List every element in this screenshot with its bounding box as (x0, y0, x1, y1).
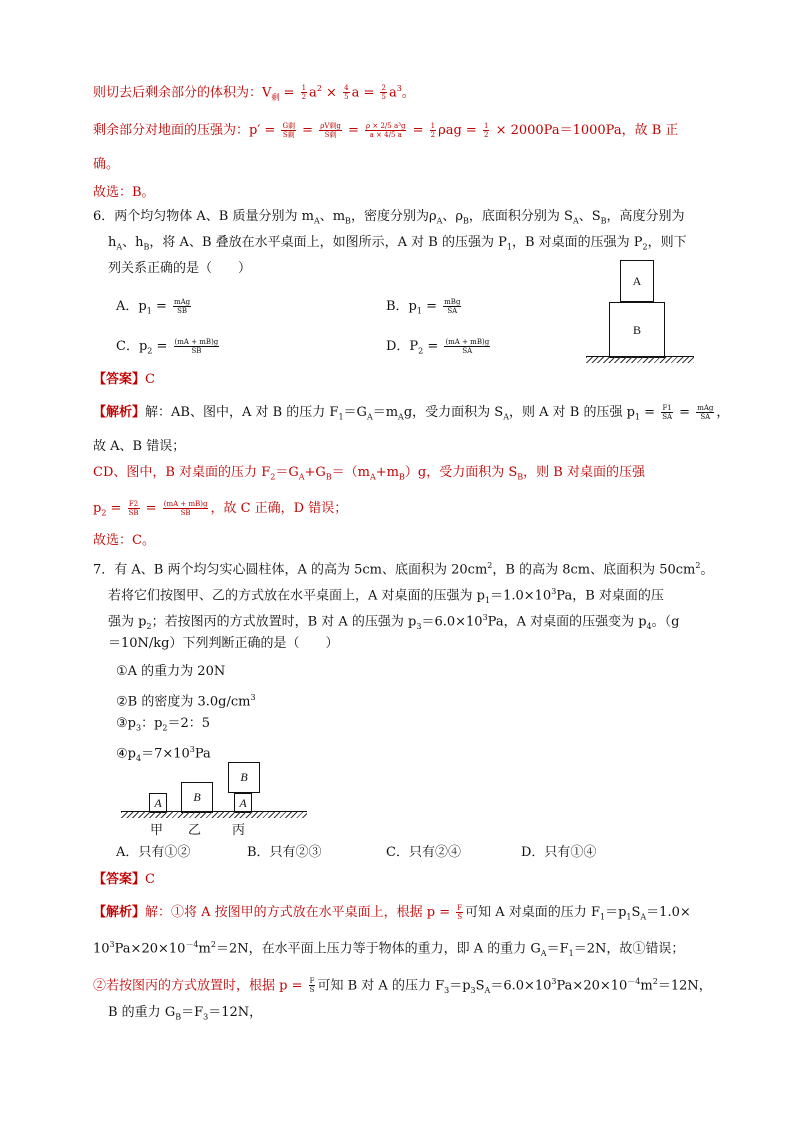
sub: A (640, 912, 647, 922)
num: 1 (483, 122, 489, 130)
q7-statement-1: ①A 的重力为 20N (116, 664, 226, 679)
den: S (457, 913, 463, 921)
sub: A (572, 216, 579, 226)
text: 。 (401, 85, 415, 101)
line-choose-b: 故选：B。 (93, 185, 155, 200)
answer-label: 【答案】 (93, 872, 146, 887)
text: ＝7×10 (141, 746, 190, 762)
den: S剩 (282, 131, 295, 139)
q6-explain-3 (93, 464, 645, 486)
text: 若将它们按图甲、乙的方式放在水平桌面上，A 对桌面的压强为 p (108, 588, 485, 604)
text: 可知 B 对 A 的压力 F (317, 978, 445, 994)
text: +m (375, 465, 399, 480)
q6-explain-4: $p_2$ = $\frac{F2}{SB}$ = $\frac{(mA + mB)g}{SB}$ ，故 C 正确，D 错误； (93, 500, 348, 518)
figure7-bing-b: B (228, 762, 260, 793)
fraction (380, 84, 386, 101)
sub: 2 (101, 508, 107, 518)
text: ，高度分别为 (606, 209, 685, 224)
text: D．P (386, 339, 419, 354)
fraction (174, 338, 220, 355)
den: 5 (381, 93, 386, 102)
fraction (456, 904, 463, 921)
line-correct: 确。 (93, 157, 120, 172)
sub: B (143, 242, 150, 252)
figure7-label-bing: 丙 (232, 823, 246, 838)
text: Pa (194, 746, 211, 762)
q6-line1 (93, 208, 685, 230)
sub: A (484, 985, 491, 995)
sup: 3 (396, 84, 402, 93)
sub: A (116, 242, 123, 252)
text: A．p (116, 299, 147, 314)
text: 6．两个均匀物体 A、B 质量分别为 m (93, 209, 314, 224)
sub: 1 (626, 912, 632, 922)
num: F1 (662, 404, 672, 412)
sup: 2 (695, 561, 701, 570)
fraction (696, 404, 714, 421)
figure7-yi-b: B (181, 782, 213, 813)
figure6-box-b: B (609, 302, 665, 358)
text: ，故 C 正确，D 错误； (210, 501, 348, 516)
q7-explain-1 (93, 904, 691, 926)
q6-explain-1: 【解析】解：AB、图中，A 对 B 的压力 $F_1=G_A=m_Ag$，受力面积为 $S_A$，则 A 对 B 的压强 $p_1$ = $\frac{F1}{SA}$ = $\frac{\text{mAg}}{SA}$ ， (93, 404, 730, 422)
sup: 3 (189, 745, 195, 754)
text: ，则 A 对 B 的压强 p (508, 405, 635, 420)
sub: 2 (162, 723, 168, 733)
sub: A (369, 472, 376, 482)
text: 。 (700, 562, 714, 578)
num: F (309, 977, 315, 986)
sub: 3 (203, 1012, 209, 1022)
num: 4 (344, 84, 349, 93)
figure7-jia-a: A (149, 793, 167, 813)
fraction (483, 122, 489, 139)
sup: －4 (627, 977, 641, 986)
q7-option-d: D．只有①④ (521, 845, 597, 860)
text: g，受力面积为 S (403, 405, 504, 420)
text: 强为 p (108, 614, 147, 630)
num: ρV剩g (320, 122, 341, 130)
q7-statement-2 (116, 689, 256, 710)
num: G剩 (282, 122, 296, 130)
q7-option-c: C．只有②④ (386, 845, 461, 860)
figure6-ground (586, 356, 694, 363)
sub: B (399, 472, 405, 482)
den: SB (191, 347, 202, 355)
sub: 1 (484, 595, 491, 605)
text: ，B 对桌面的压强为 P (511, 235, 643, 250)
num: 1 (301, 84, 307, 93)
text: ，底面积分别为 S (468, 209, 573, 224)
sub: 2 (270, 472, 276, 482)
text: ，B 的高为 8cm、底面积为 50cm (492, 562, 696, 578)
text: × 2000Pa＝1000Pa，故 B 正 (495, 123, 679, 138)
text: 。（g (651, 614, 680, 630)
figure6-box-a: A (620, 260, 654, 302)
text: Pa×20×10 (114, 941, 186, 957)
num: 2 (381, 84, 386, 93)
text: ＝F (546, 941, 569, 957)
figure7-label-jia: 甲 (150, 823, 164, 838)
sup: 2 (652, 977, 658, 986)
text: h (108, 235, 117, 250)
q7-statement-3 (116, 715, 210, 737)
den: a × 4/5 a (369, 131, 402, 139)
num: (mA + mB)g (174, 338, 219, 346)
sub: B (517, 472, 524, 482)
sub: A (313, 216, 320, 226)
text: a = (351, 85, 375, 101)
text: ③p (116, 716, 136, 731)
den: SA (462, 347, 473, 355)
text: ＝G (343, 405, 367, 420)
text: ＝m (372, 405, 399, 420)
num: mAg (697, 404, 714, 412)
figure7-label-yi: 乙 (188, 823, 202, 838)
answer-value: C (145, 872, 155, 887)
answer-value: C (145, 372, 155, 387)
sub: 1 (416, 306, 422, 316)
sub: 1 (599, 912, 606, 922)
num: (mA + mB)g (445, 338, 490, 346)
sub: 1 (568, 948, 574, 958)
sub: 2 (146, 621, 152, 631)
sub: 1 (338, 412, 344, 422)
text: ；若按图丙的方式放置时，B 对 A 的压强为 p (151, 614, 417, 630)
fraction (443, 298, 461, 315)
text: ④p (116, 746, 136, 762)
fraction (173, 298, 191, 315)
answer-label: 【答案】 (93, 372, 146, 387)
q6-option-d: D．$P_2$ = $\frac{(mA + mB)g}{SA}$ (386, 338, 490, 356)
fraction (444, 338, 490, 355)
text: Pa，B 对桌面的压 (556, 588, 664, 604)
q6-explain-2: 故 A、B 错误； (93, 439, 186, 454)
q7-line2 (108, 583, 664, 609)
text: ，将 A、B 叠放在水平桌面上，如图所示，A 对 B 的压强为 P (149, 235, 507, 250)
num: F2 (128, 500, 139, 508)
text: p (93, 501, 102, 516)
q7-option-b: B．只有②③ (247, 845, 322, 860)
text: ＝6.0×10 (490, 978, 552, 994)
num: 1 (430, 122, 436, 130)
sub: A (398, 412, 404, 422)
sub: 3 (416, 621, 422, 631)
sub: 3 (135, 723, 142, 733)
fraction (128, 500, 140, 517)
q7-line1 (93, 557, 713, 578)
text: ＝G (275, 465, 299, 480)
text: 、ρ (442, 209, 464, 224)
text: 则切去后剩余部分的体积为：V (93, 85, 272, 101)
den: 5 (344, 93, 349, 102)
figure7-ground (121, 811, 307, 818)
text: ＝1.0×10 (490, 588, 552, 604)
sub: 剩 (271, 92, 280, 102)
text: ρag = (438, 123, 477, 138)
text: +G (304, 465, 326, 480)
sub: B (600, 216, 607, 226)
den: SB (128, 509, 139, 517)
q6-answer (93, 371, 155, 388)
num: ρ × 2/5 a³g (366, 122, 406, 130)
q7-answer (93, 871, 155, 888)
den: SB (177, 307, 188, 315)
text: ＝12N， (657, 978, 712, 994)
q7-explain-3 (93, 973, 712, 999)
sup: 3 (109, 940, 115, 949)
sub: 3 (470, 985, 476, 995)
q7-explain-4 (108, 1004, 262, 1026)
text: 、S (578, 209, 601, 224)
sub: A (366, 412, 373, 422)
text: ，则下 (647, 235, 687, 250)
sub: 1 (634, 412, 641, 422)
text: ，则 B 对桌面的压强 (523, 465, 645, 480)
text: ＝2：5 (167, 716, 211, 731)
line-volume (93, 80, 415, 106)
text: 解：AB、图中，A 对 B 的压力 F (145, 405, 339, 420)
text: ＝（m (331, 465, 370, 480)
text: 、m (319, 209, 346, 224)
sub: 1 (146, 306, 152, 316)
sup: 2 (487, 561, 493, 570)
text: B．p (386, 299, 417, 314)
fraction (281, 122, 296, 139)
text: ＝1.0× (646, 905, 691, 920)
text: × (326, 85, 337, 101)
text: B 的重力 G (108, 1005, 176, 1020)
fraction (661, 404, 673, 421)
text: S (631, 905, 641, 920)
sub: A (503, 412, 509, 422)
sub: 4 (135, 753, 142, 763)
fraction (301, 84, 307, 101)
text: ＝2N，故①错误； (573, 941, 685, 957)
q7-explain-2 (93, 936, 684, 962)
text: 10 (93, 941, 110, 957)
figure7-bing-a: A (234, 793, 252, 813)
den: S剩 (324, 131, 337, 139)
text: a (309, 85, 317, 101)
text: = (283, 85, 295, 101)
q6-option-a: A．$p_1$ = $\frac{\text{mAg}}{SB}$ (116, 298, 191, 316)
text: ＝p (449, 978, 471, 994)
text: 7．有 A、B 两个均匀实心圆柱体，A 的高为 5cm、底面积为 20cm (93, 562, 488, 578)
sub: B (345, 216, 351, 226)
text: Pa×20×10 (556, 978, 628, 994)
sub: A (436, 216, 443, 226)
q6-option-c: C．$p_2$ = $\frac{(mA + mB)g}{SB}$ (116, 338, 219, 356)
text: 解：①将 A 按图甲的方式放在水平桌面上，根据 p = (145, 905, 451, 920)
q6-line2 (108, 234, 687, 256)
text: ＝p (605, 905, 627, 920)
text: ）g，受力面积为 S (404, 465, 518, 480)
explain-label: 【解析】 (93, 905, 146, 920)
sup: 3 (482, 613, 488, 622)
text: ＝2N，在水平面上压力等于物体的重力，即 A 的重力 G (215, 941, 541, 957)
sub: 3 (444, 985, 450, 995)
explain-label: 【解析】 (93, 405, 146, 420)
fraction (163, 500, 209, 517)
sub: 2 (418, 346, 424, 356)
sup: 3 (551, 977, 557, 986)
sub: B (175, 1012, 182, 1022)
text: ②若按图丙的方式放置时，根据 p = (93, 978, 303, 994)
q7-option-a: A．只有①② (116, 845, 191, 860)
q7-line3 (108, 609, 679, 635)
sup: 2 (210, 940, 216, 949)
text: ②B 的密度为 3.0g/cm (116, 694, 251, 710)
sup: 2 (316, 84, 322, 93)
num: mAg (173, 298, 191, 306)
den: S (309, 986, 315, 995)
text: ：p (141, 716, 163, 731)
line-pressure: 剩余部分对地面的压强为：p′ = $\frac{\text{G剩}}{\text{S剩}}$ = $\frac{\text{ρV剩g}}{\text{S剩}}$ = $\frac{\text{ρ × 2/5 a³g}}{a \times 4/5 a}$ = $\frac{1}{2}$ ρag = $\frac{1}{2}$ × 2000Pa＝1000Pa，故 B 正 (93, 122, 679, 139)
sub: A (298, 472, 305, 482)
den: 2 (430, 131, 436, 139)
text: ＝F (181, 1005, 204, 1020)
fraction (343, 84, 349, 101)
num: (mA + mB)g (163, 500, 208, 508)
text: 可知 A 对桌面的压力 F (465, 905, 600, 920)
text: ＝6.0×10 (421, 614, 483, 630)
text: S (475, 978, 485, 994)
sub: 4 (646, 621, 652, 631)
text: 剩余部分对地面的压强为：p′ = (93, 123, 276, 138)
text: m (198, 941, 211, 957)
q6-option-b: B．$p_1$ = $\frac{\text{mBg}}{SA}$ (386, 298, 461, 316)
q6-explain-5: 故选：C。 (93, 533, 155, 548)
fraction (309, 977, 316, 994)
text: a (388, 85, 397, 101)
sup: 3 (551, 587, 557, 596)
sub: B (463, 216, 469, 226)
den: SB (180, 509, 191, 517)
q7-line4: ＝10N/kg）下列判断正确的是（ ） (108, 636, 339, 651)
sub: B (325, 472, 332, 482)
text: C．p (116, 339, 148, 354)
sup: 3 (250, 693, 256, 702)
q7-statement-4 (116, 741, 211, 767)
sub: 2 (642, 242, 648, 252)
text: ＝12N， (208, 1005, 263, 1020)
den: SA (700, 413, 711, 421)
text: 、h (122, 235, 144, 250)
sub: 1 (506, 242, 512, 252)
den: SA (447, 307, 458, 315)
text: ，密度分别为ρ (350, 209, 437, 224)
fraction (365, 122, 406, 139)
sup: －4 (185, 940, 199, 949)
sub: A (540, 948, 547, 958)
text: Pa，A 对桌面的压强变为 p (487, 614, 647, 630)
den: SA (662, 413, 673, 421)
q6-line3: 列关系正确的是（ ） (108, 261, 252, 276)
den: 2 (301, 93, 307, 102)
text: m (640, 978, 653, 994)
fraction (319, 122, 342, 139)
sub: 2 (147, 346, 153, 356)
num: F (457, 904, 463, 912)
fraction (430, 122, 436, 139)
text: CD、图中，B 对桌面的压力 F (93, 465, 271, 480)
num: mBg (444, 298, 461, 306)
den: 2 (483, 131, 489, 139)
